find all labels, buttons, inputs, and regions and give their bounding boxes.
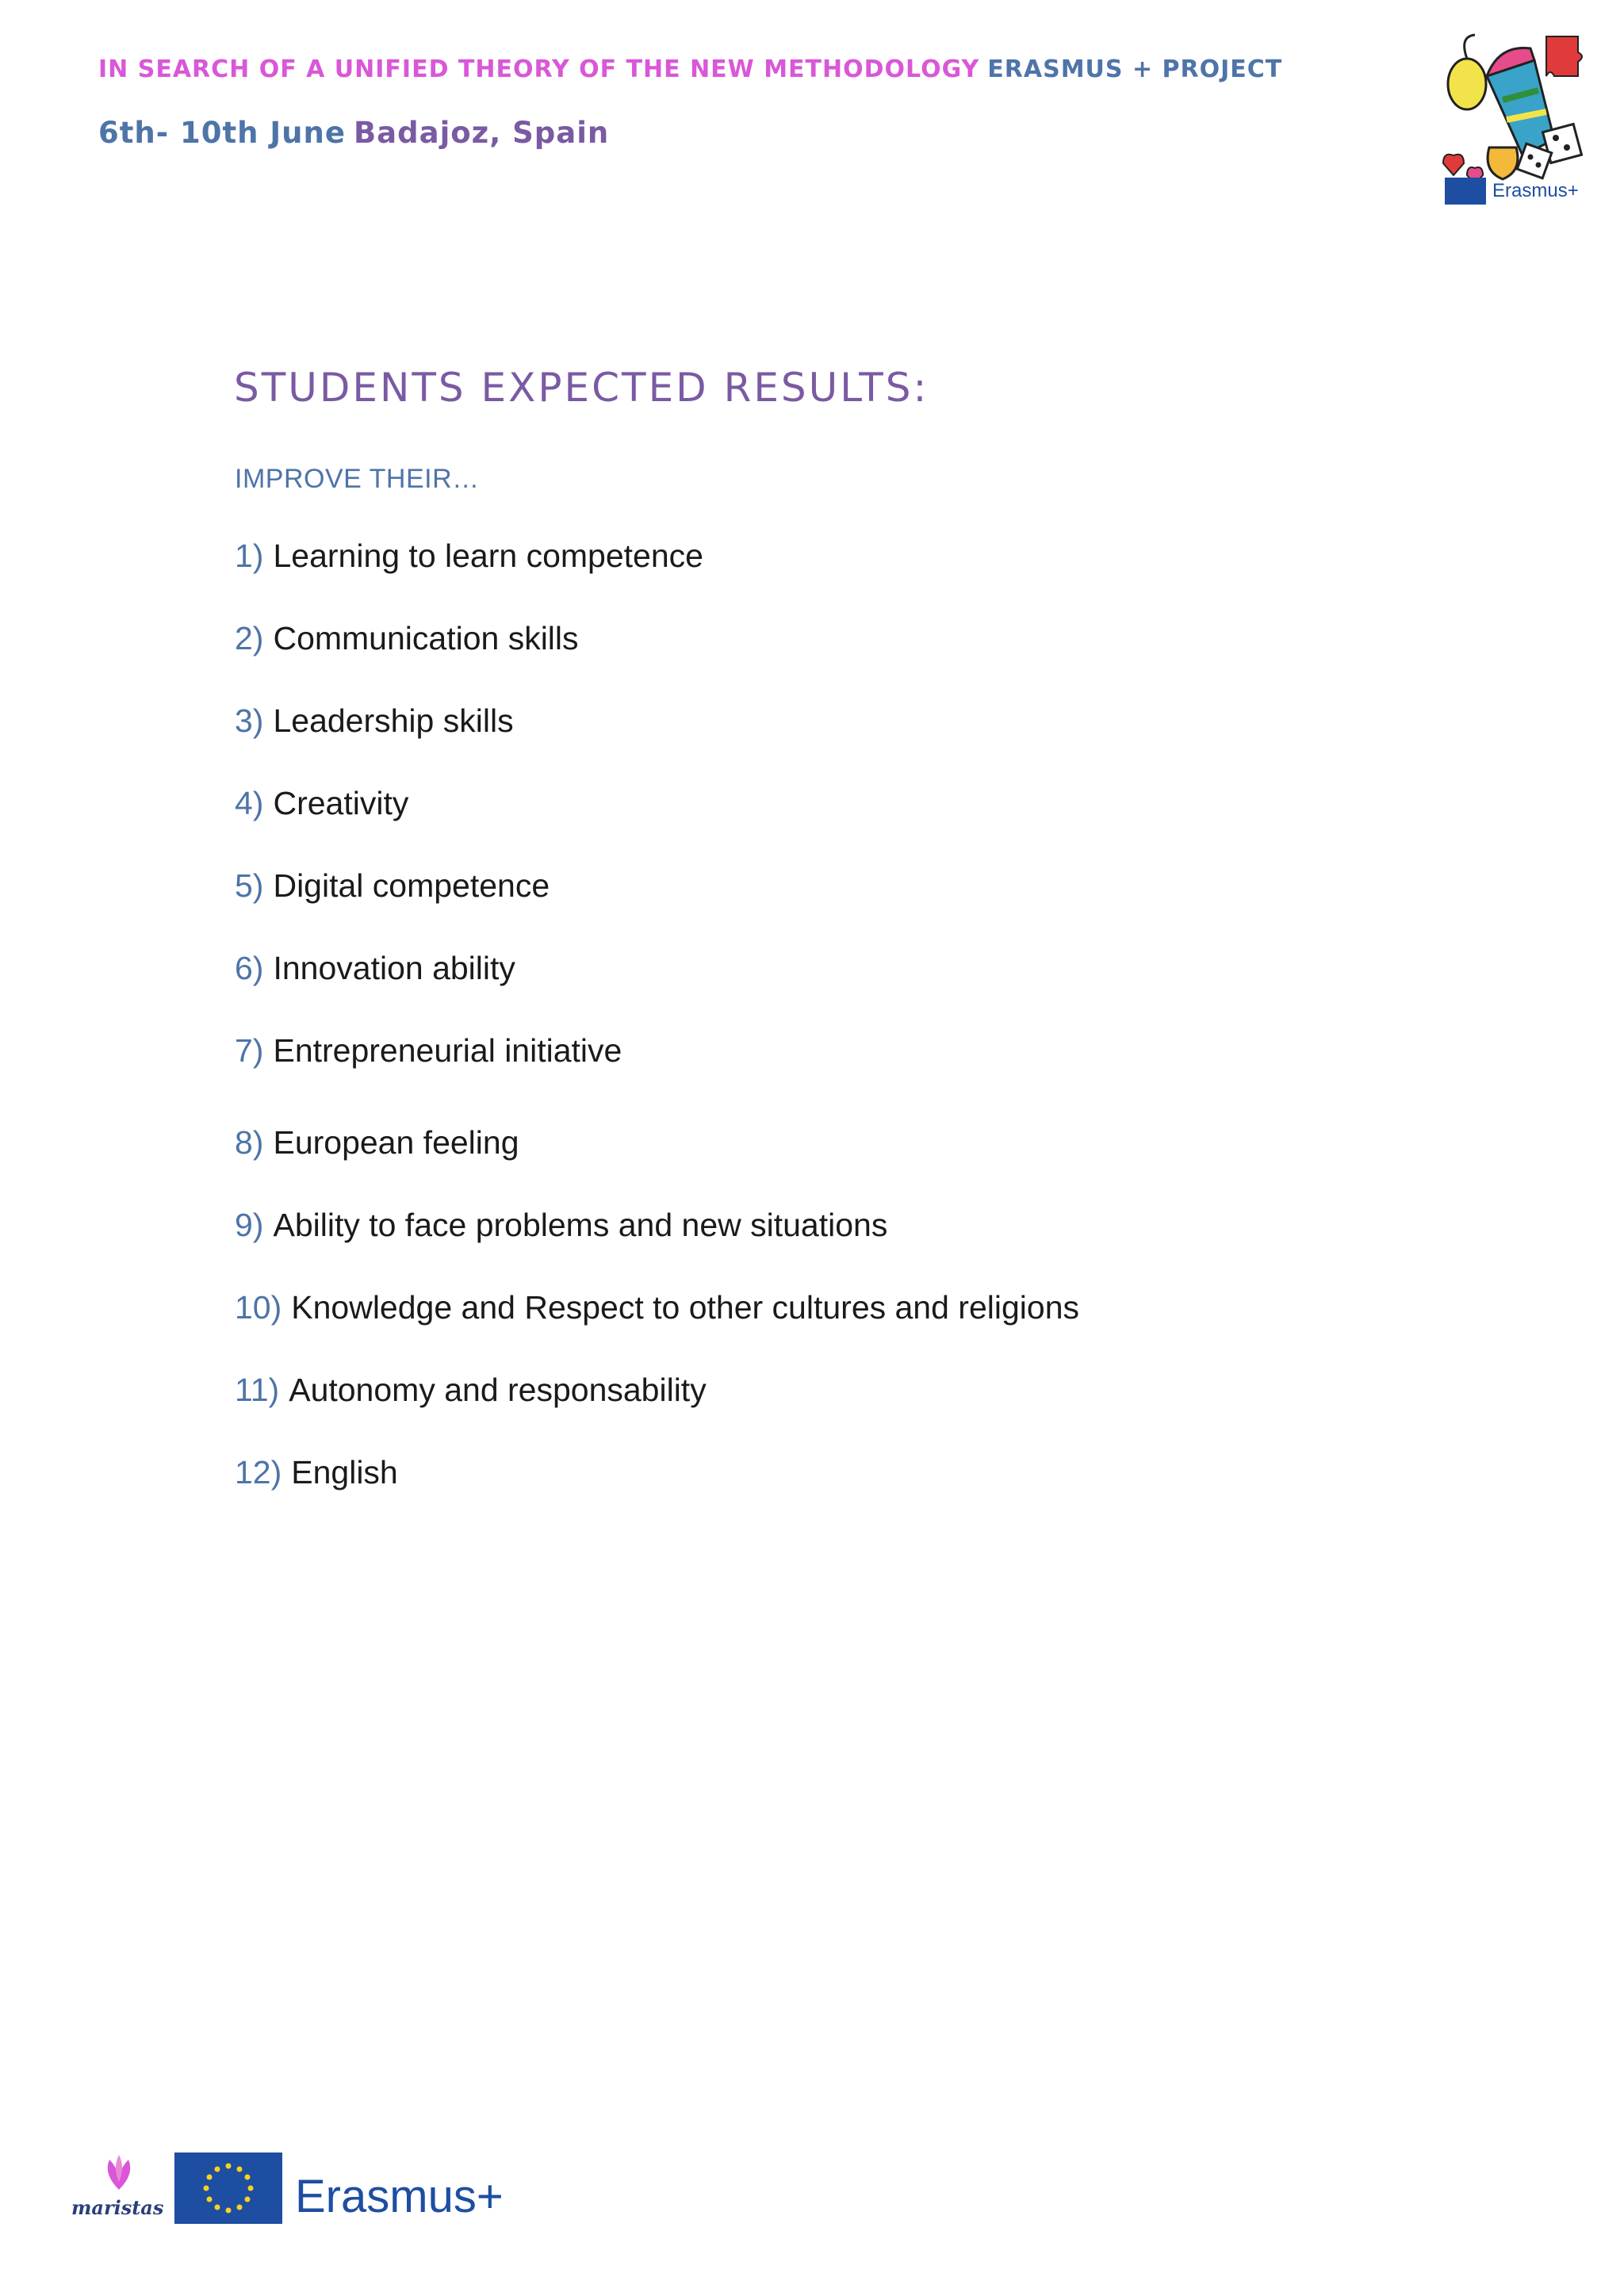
list-item: 8) European feeling	[235, 1124, 519, 1161]
list-item: 1) Learning to learn competence	[235, 538, 703, 574]
project-title-main: IN SEARCH OF A UNIFIED THEORY OF THE NEW METHODOLOGY	[98, 55, 980, 83]
list-item: 6) Innovation ability	[235, 950, 515, 986]
eu-flag-icon	[174, 2152, 282, 2224]
list-item: 9) Ability to face problems and new situations	[235, 1207, 888, 1243]
event-date: 6th- 10th June	[98, 116, 346, 150]
maristas-logo	[71, 2149, 167, 2228]
list-item: 2) Communication skills	[235, 620, 579, 656]
project-title-suffix: ERASMUS + PROJECT	[987, 55, 1283, 83]
list-item: 3) Leadership skills	[235, 702, 514, 739]
footer-logos	[71, 2149, 504, 2228]
list-item: 4) Creativity	[235, 785, 409, 821]
erasmus-small-logo	[1445, 178, 1579, 205]
event-location: Badajoz, Spain	[353, 116, 610, 150]
erasmus-label: Erasmus+	[295, 2170, 504, 2222]
list-item: 10) Knowledge and Respect to other cultures and religions	[235, 1289, 1079, 1326]
erasmus-small-label: Erasmus+	[1492, 180, 1579, 201]
project-title	[98, 55, 1282, 83]
list-item: 5) Digital competence	[235, 867, 550, 904]
maristas-label: maristas	[71, 2196, 164, 2219]
list-item: 7) Entrepreneurial initiative	[235, 1032, 622, 1069]
event-date-location	[98, 116, 609, 150]
flower-icon	[95, 2150, 143, 2195]
eu-flag-icon	[1445, 178, 1486, 205]
list-item: 12) English	[235, 1454, 398, 1490]
page-subheading: IMPROVE THEIR…	[235, 464, 480, 494]
page-heading: STUDENTS EXPECTED RESULTS:	[234, 365, 929, 411]
list-item: 11) Autonomy and responsability	[235, 1372, 707, 1408]
